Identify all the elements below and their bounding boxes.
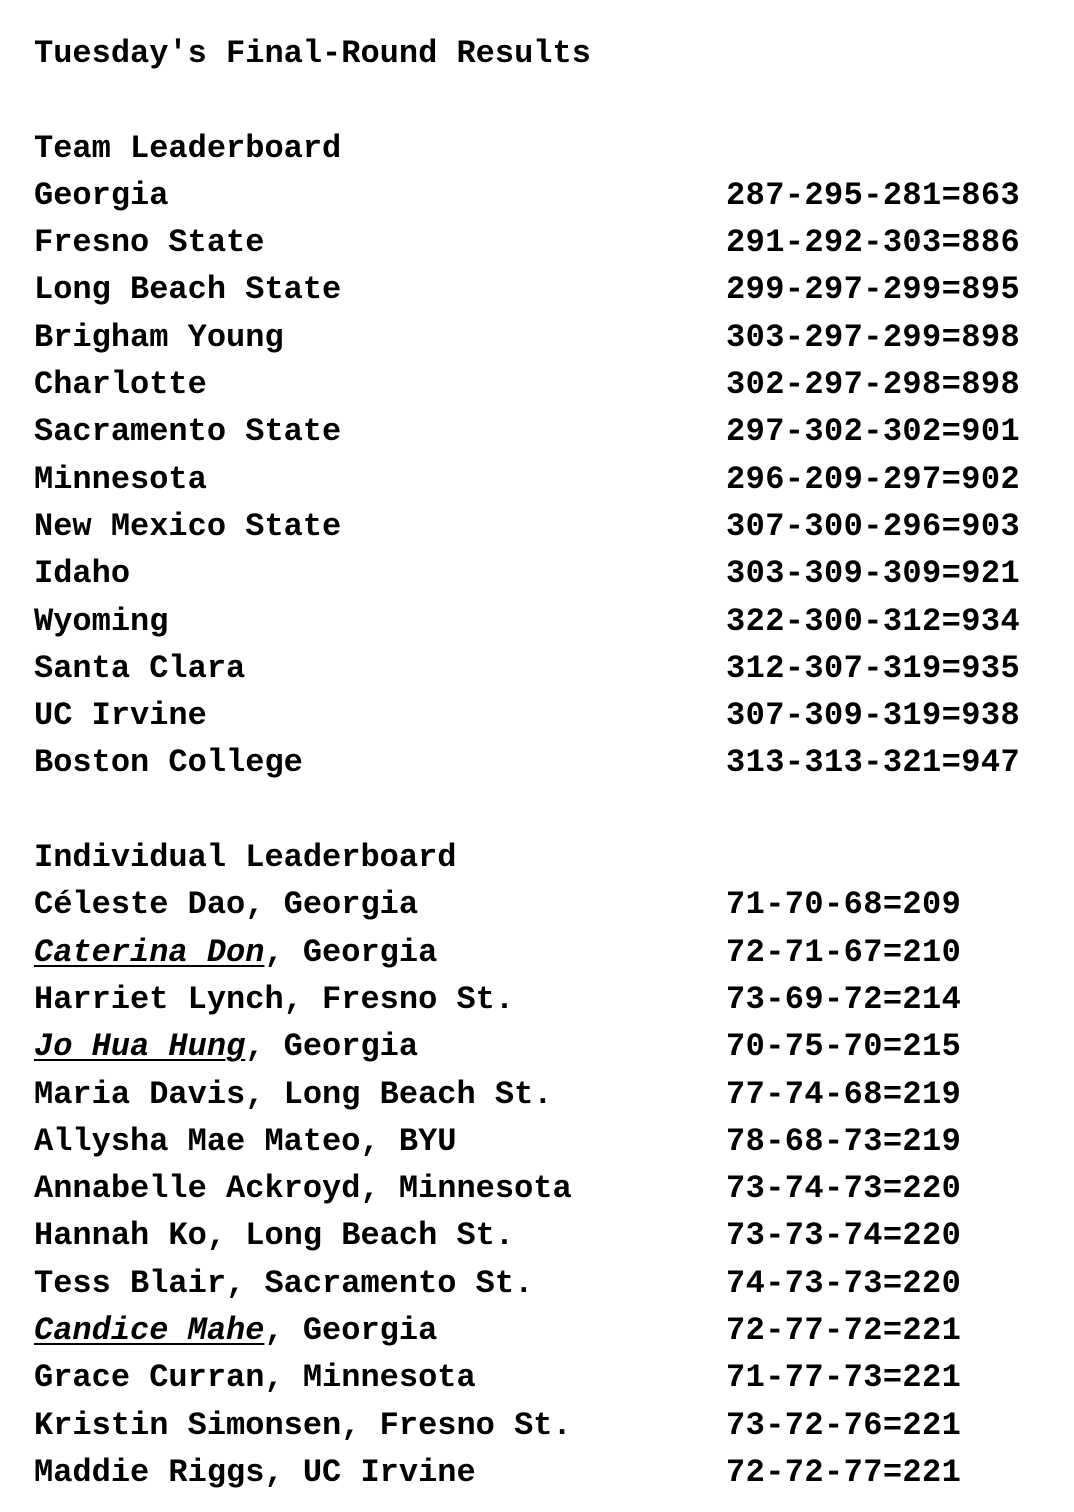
individual-row xyxy=(34,881,1044,928)
spacer xyxy=(34,77,1044,124)
player-score: 73-74-73=220 xyxy=(726,1170,962,1208)
player-name: Céleste Dao xyxy=(34,886,246,924)
team-score: 299-297-299=895 xyxy=(726,271,1021,309)
team-name: Minnesota xyxy=(34,460,207,498)
individual-row xyxy=(34,1354,1044,1401)
player-name: Annabelle Ackroyd xyxy=(34,1170,361,1208)
team-leaderboard-list xyxy=(34,172,1044,787)
team-score: 303-309-309=921 xyxy=(726,555,1021,593)
player-name: Maddie Riggs xyxy=(34,1453,265,1491)
team-score: 303-297-299=898 xyxy=(726,318,1021,356)
page-title: Tuesday's Final-Round Results xyxy=(34,35,591,72)
player-team: , Fresno St. xyxy=(341,1406,572,1444)
team-row xyxy=(34,361,1044,408)
team-name: Brigham Young xyxy=(34,318,284,356)
team-row xyxy=(34,219,1044,266)
player-team: , Sacramento St. xyxy=(226,1264,534,1302)
player-score: 77-74-68=219 xyxy=(726,1075,962,1113)
team-name: Santa Clara xyxy=(34,649,246,687)
team-row xyxy=(34,266,1044,313)
team-row xyxy=(34,739,1044,786)
team-name: Georgia xyxy=(34,176,169,214)
player-team: , Georgia xyxy=(245,1028,419,1066)
player-name: Jo Hua Hung xyxy=(34,1028,246,1066)
individual-row xyxy=(34,1449,1044,1496)
player-entry xyxy=(34,1354,476,1401)
team-name: Sacramento State xyxy=(34,413,342,451)
player-team: , Long Beach St. xyxy=(245,1075,553,1113)
team-name: New Mexico State xyxy=(34,507,342,545)
player-entry xyxy=(34,1165,572,1212)
player-team: , Georgia xyxy=(264,933,438,971)
player-entry xyxy=(34,1071,552,1118)
team-row xyxy=(34,314,1044,361)
player-team: , Georgia xyxy=(264,1312,438,1350)
individual-row xyxy=(34,1212,1044,1259)
player-entry xyxy=(34,1260,533,1307)
team-row xyxy=(34,456,1044,503)
team-score: 287-295-281=863 xyxy=(726,176,1021,214)
team-score: 296-209-297=902 xyxy=(726,460,1021,498)
player-team: , UC Irvine xyxy=(264,1453,476,1491)
player-entry xyxy=(34,1307,437,1354)
player-score: 72-72-77=221 xyxy=(726,1453,962,1491)
individual-row xyxy=(34,1260,1044,1307)
team-score: 322-300-312=934 xyxy=(726,602,1021,640)
individual-row xyxy=(34,1118,1044,1165)
team-score: 302-297-298=898 xyxy=(726,366,1021,404)
player-score: 72-77-72=221 xyxy=(726,1312,962,1350)
individual-row xyxy=(34,1402,1044,1449)
player-name: Candice Mahe xyxy=(34,1312,265,1350)
team-name: Wyoming xyxy=(34,602,169,640)
team-row xyxy=(34,550,1044,597)
player-entry xyxy=(34,1212,514,1259)
player-score: 70-75-70=215 xyxy=(726,1028,962,1066)
player-team: , Minnesota xyxy=(360,1170,572,1208)
player-entry xyxy=(34,1023,418,1070)
player-entry xyxy=(34,881,418,928)
team-row xyxy=(34,503,1044,550)
player-team: , Georgia xyxy=(245,886,419,924)
results-document xyxy=(34,30,1044,1496)
team-name: Fresno State xyxy=(34,224,265,262)
player-score: 73-69-72=214 xyxy=(726,980,962,1018)
individual-row xyxy=(34,1307,1044,1354)
team-row xyxy=(34,172,1044,219)
player-score: 73-72-76=221 xyxy=(726,1406,962,1444)
player-name: Tess Blair xyxy=(34,1264,227,1302)
individual-row xyxy=(34,1071,1044,1118)
individual-row xyxy=(34,1023,1044,1070)
team-row xyxy=(34,692,1044,739)
individual-row xyxy=(34,929,1044,976)
player-entry xyxy=(34,1449,476,1496)
player-score: 71-70-68=209 xyxy=(726,886,962,924)
player-team: , BYU xyxy=(360,1122,457,1160)
team-score: 291-292-303=886 xyxy=(726,224,1021,262)
team-score: 313-313-321=947 xyxy=(726,744,1021,782)
team-row xyxy=(34,598,1044,645)
player-score: 78-68-73=219 xyxy=(726,1122,962,1160)
team-name: Boston College xyxy=(34,744,303,782)
player-entry xyxy=(34,929,437,976)
team-name: Long Beach State xyxy=(34,271,342,309)
player-score: 71-77-73=221 xyxy=(726,1359,962,1397)
player-score: 74-73-73=220 xyxy=(726,1264,962,1302)
player-entry xyxy=(34,1118,456,1165)
team-score: 297-302-302=901 xyxy=(726,413,1021,451)
player-team: , Long Beach St. xyxy=(206,1217,515,1255)
individual-row xyxy=(34,976,1044,1023)
player-team: , Minnesota xyxy=(264,1359,476,1397)
team-name: UC Irvine xyxy=(34,697,207,735)
individual-row xyxy=(34,1165,1044,1212)
individual-leaderboard-list xyxy=(34,881,1044,1496)
team-leaderboard-heading: Team Leaderboard xyxy=(34,129,342,167)
player-name: Harriet Lynch xyxy=(34,980,284,1018)
player-team: , Fresno St. xyxy=(283,980,515,1018)
team-name: Charlotte xyxy=(34,366,207,404)
player-score: 73-73-74=220 xyxy=(726,1217,962,1255)
player-score: 72-71-67=210 xyxy=(726,933,962,971)
player-name: Grace Curran xyxy=(34,1359,265,1397)
spacer xyxy=(34,787,1044,834)
team-score: 307-309-319=938 xyxy=(726,697,1021,735)
team-name: Idaho xyxy=(34,555,131,593)
team-score: 307-300-296=903 xyxy=(726,507,1021,545)
player-name: Hannah Ko xyxy=(34,1217,207,1255)
team-row xyxy=(34,408,1044,455)
player-entry xyxy=(34,976,514,1023)
player-entry xyxy=(34,1402,572,1449)
player-name: Caterina Don xyxy=(34,933,265,971)
player-name: Kristin Simonsen xyxy=(34,1406,342,1444)
team-row xyxy=(34,645,1044,692)
player-name: Allysha Mae Mateo xyxy=(34,1122,361,1160)
individual-leaderboard-heading: Individual Leaderboard xyxy=(34,839,457,877)
player-name: Maria Davis xyxy=(34,1075,246,1113)
team-score: 312-307-319=935 xyxy=(726,649,1021,687)
